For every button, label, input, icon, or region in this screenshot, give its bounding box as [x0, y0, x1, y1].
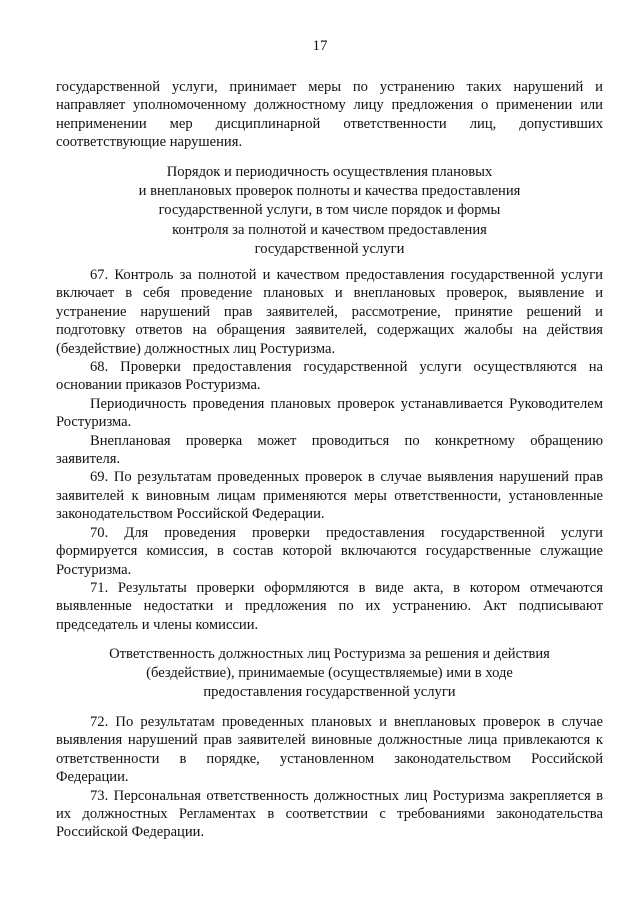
paragraph-periodicity-line: Периодичность проведения плановых проверок устанавливается Руководителем — [90, 395, 603, 412]
paragraph-68-line: основании приказов Ростуризма. — [56, 377, 261, 394]
paragraph-69-line: заявителей к виновным лицам применяются меры ответственности, установленные — [56, 487, 603, 504]
paragraph-73-line: их должностных Регламентах в соответствии с требованиями законодательства — [56, 806, 603, 823]
section-heading-control — [56, 163, 603, 259]
paragraph-73-line: 73. Персональная ответственность должностных лиц Ростуризма закрепляется в — [90, 787, 603, 804]
heading-line: Порядок и периодичность осуществления плановых — [166, 164, 493, 180]
paragraph-67-line: подготовку ответов на обращения заявителей, содержащих жалобы на действия — [56, 322, 603, 339]
paragraph-72-line: 72. По результатам проведенных плановых и внеплановых проверок в случае — [90, 714, 603, 730]
page-number: 17 — [312, 38, 328, 54]
heading-line: контроля за полнотой и качеством предоставления — [172, 221, 487, 238]
paragraph-69-line: 69. По результатам проведенных проверок в случае выявления нарушений прав — [90, 469, 603, 486]
heading-line: (бездействие), принимаемые (осуществляемые) ими в ходе — [146, 665, 513, 682]
paragraph-71-line: председатель и члены комиссии. — [56, 616, 259, 633]
paragraph-67-line: устранение нарушений прав заявителей, рассмотрение, принятие решений и — [56, 303, 603, 320]
paragraph-67-line: 67. Контроль за полнотой и качеством предоставления государственной услуги — [90, 267, 603, 283]
heading-line: Ответственность должностных лиц Ростуризма за решения и действия — [109, 646, 550, 662]
paragraph-72-line: выявления нарушений прав заявителей виновные должностные лица привлекаются к — [56, 732, 603, 749]
paragraph-68-line: 68. Проверки предоставления государственной услуги осуществляются на — [90, 359, 603, 376]
paragraph-unscheduled-line: заявителя. — [56, 451, 121, 468]
heading-line: государственной услуги — [254, 240, 405, 257]
paragraph-69-line: законодательством Российской Федерации. — [56, 506, 325, 523]
text-line: неприменении мер дисциплинарной ответственности лиц, допустивших — [56, 115, 603, 132]
paragraph-73-line: Российской Федерации. — [56, 824, 205, 841]
paragraph-70-line: формируется комиссия, в состав которой включаются государственные служащие — [56, 543, 603, 560]
paragraph-67-line: (бездействие) должностных лиц Ростуризма. — [56, 340, 336, 357]
paragraph-70-line: 70. Для проведения проверки предоставления государственной услуги — [90, 524, 603, 541]
paragraph-unscheduled-line: Внеплановая проверка может проводиться по конкретному обращению — [90, 432, 603, 449]
section-control-body — [56, 266, 603, 634]
heading-line: и внеплановых проверок полноты и качества предоставления — [138, 183, 521, 200]
section-heading-responsibility — [56, 645, 603, 703]
paragraph-72-line: Федерации. — [56, 769, 129, 786]
text-line: соответствующие нарушения. — [56, 134, 243, 151]
text-line: направляет уполномоченному должностному лицу предложения о применении или — [56, 97, 603, 114]
text-line: государственной услуги, принимает меры по устранению таких нарушений и — [56, 79, 603, 95]
paragraph-71-line: 71. Результаты проверки оформляются в виде акта, в котором отмечаются — [90, 579, 603, 596]
paragraph-67-line: включает в себя проведение плановых и внеплановых проверок, выявление и — [56, 285, 603, 302]
section-responsibility-body — [56, 713, 603, 842]
paragraph-periodicity-line: Ростуризма. — [56, 414, 132, 431]
heading-line: предоставления государственной услуги — [203, 684, 456, 701]
paragraph-70-line: Ростуризма. — [56, 561, 132, 578]
intro-paragraph — [56, 78, 603, 152]
heading-line: государственной услуги, в том числе порядок и формы — [158, 202, 501, 219]
paragraph-71-line: выявленные недостатки и предложения по их устранению. Акт подписывают — [56, 598, 603, 615]
paragraph-72-line: ответственности в порядке, установленном законодательством Российской — [56, 750, 603, 767]
